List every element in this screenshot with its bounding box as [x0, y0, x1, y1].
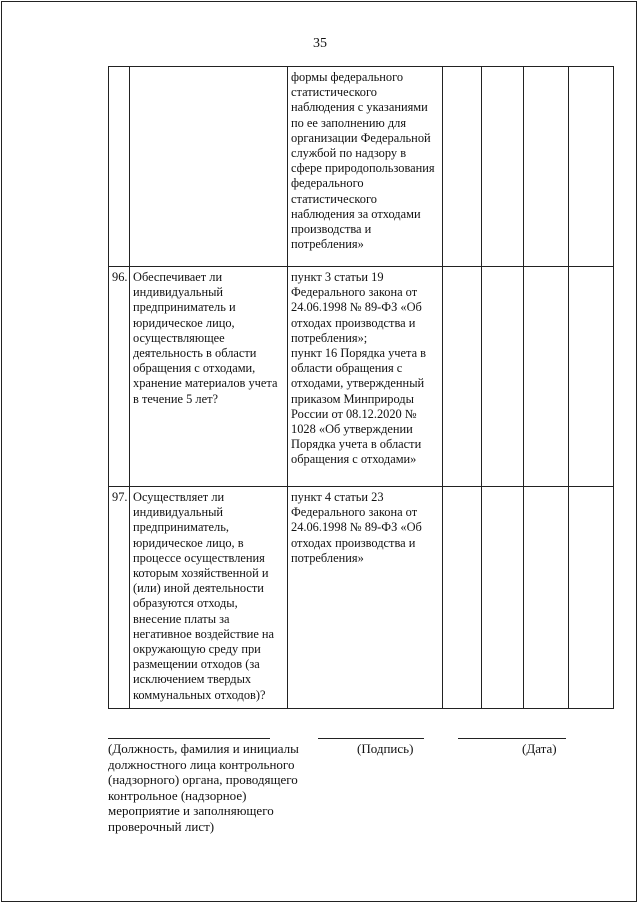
comment-cell: [569, 67, 614, 267]
date-line: [458, 738, 566, 739]
row-number-cell: [109, 67, 130, 267]
legal-reference-cell: пункт 4 статьи 23 Федерального закона от 24.06.1998 № 89-ФЗ «Об отходах производства и потребления»: [288, 487, 443, 709]
answer-cell-1: [443, 487, 482, 709]
table-row: [109, 267, 614, 487]
checklist-table: [108, 66, 614, 709]
official-signature-line: [108, 738, 270, 739]
comment-cell: [569, 267, 614, 487]
signature-line: [318, 738, 424, 739]
answer-cell-3: [524, 487, 569, 709]
answer-cell-3: [524, 267, 569, 487]
legal-reference-line: пункт 16 Порядка учета в области обращения с отходами, утвержденный приказом Минприроды России от 08.12.2020 № 1028 «Об утверждении Порядка учета в области обращения с отходами»: [291, 346, 427, 467]
signature-caption: (Подпись): [357, 741, 414, 756]
table-row: [109, 67, 614, 267]
requirement-question-cell: Обеспечивает ли индивидуальный предприниматель и юридическое лицо, осуществляющее деятельность в области обращения с отходами, хранение материалов учета в течение 5 лет?: [130, 267, 288, 487]
answer-cell-2: [482, 487, 524, 709]
answer-cell-1: [443, 67, 482, 267]
row-number-cell: 97.: [109, 487, 130, 709]
answer-cell-2: [482, 267, 524, 487]
page-number: 35: [313, 36, 327, 51]
legal-reference-line: пункт 3 статьи 19 Федерального закона от 24.06.1998 № 89-ФЗ «Об отходах производства и потребления»;: [291, 270, 422, 345]
legal-reference-cell: формы федерального статистического наблюдения с указаниями по ее заполнению для организации Федеральной службой по надзору в сфере природопользования федерального статистического наблюдения за отходами производства и потребления»: [288, 67, 443, 267]
answer-cell-3: [524, 67, 569, 267]
comment-cell: [569, 487, 614, 709]
row-number-cell: 96.: [109, 267, 130, 487]
requirement-question-cell: [130, 67, 288, 267]
legal-reference-cell: [288, 267, 443, 487]
date-caption: (Дата): [522, 741, 557, 756]
answer-cell-2: [482, 67, 524, 267]
table-row: [109, 487, 614, 709]
requirement-question-cell: Осуществляет ли индивидуальный предприниматель, юридическое лицо, в процессе осуществления которым хозяйственной и (или) иной деятельности образуются отходы, внесение платы за негативное воздействие на окружающую среду при размещении отходов (за исключением твердых коммунальных отходов)?: [130, 487, 288, 709]
official-caption: (Должность, фамилия и инициалы должностного лица контрольного (надзорного) органа, проводящего контрольное (надзорное) мероприятие и заполняющего проверочный лист): [108, 741, 299, 834]
answer-cell-1: [443, 267, 482, 487]
